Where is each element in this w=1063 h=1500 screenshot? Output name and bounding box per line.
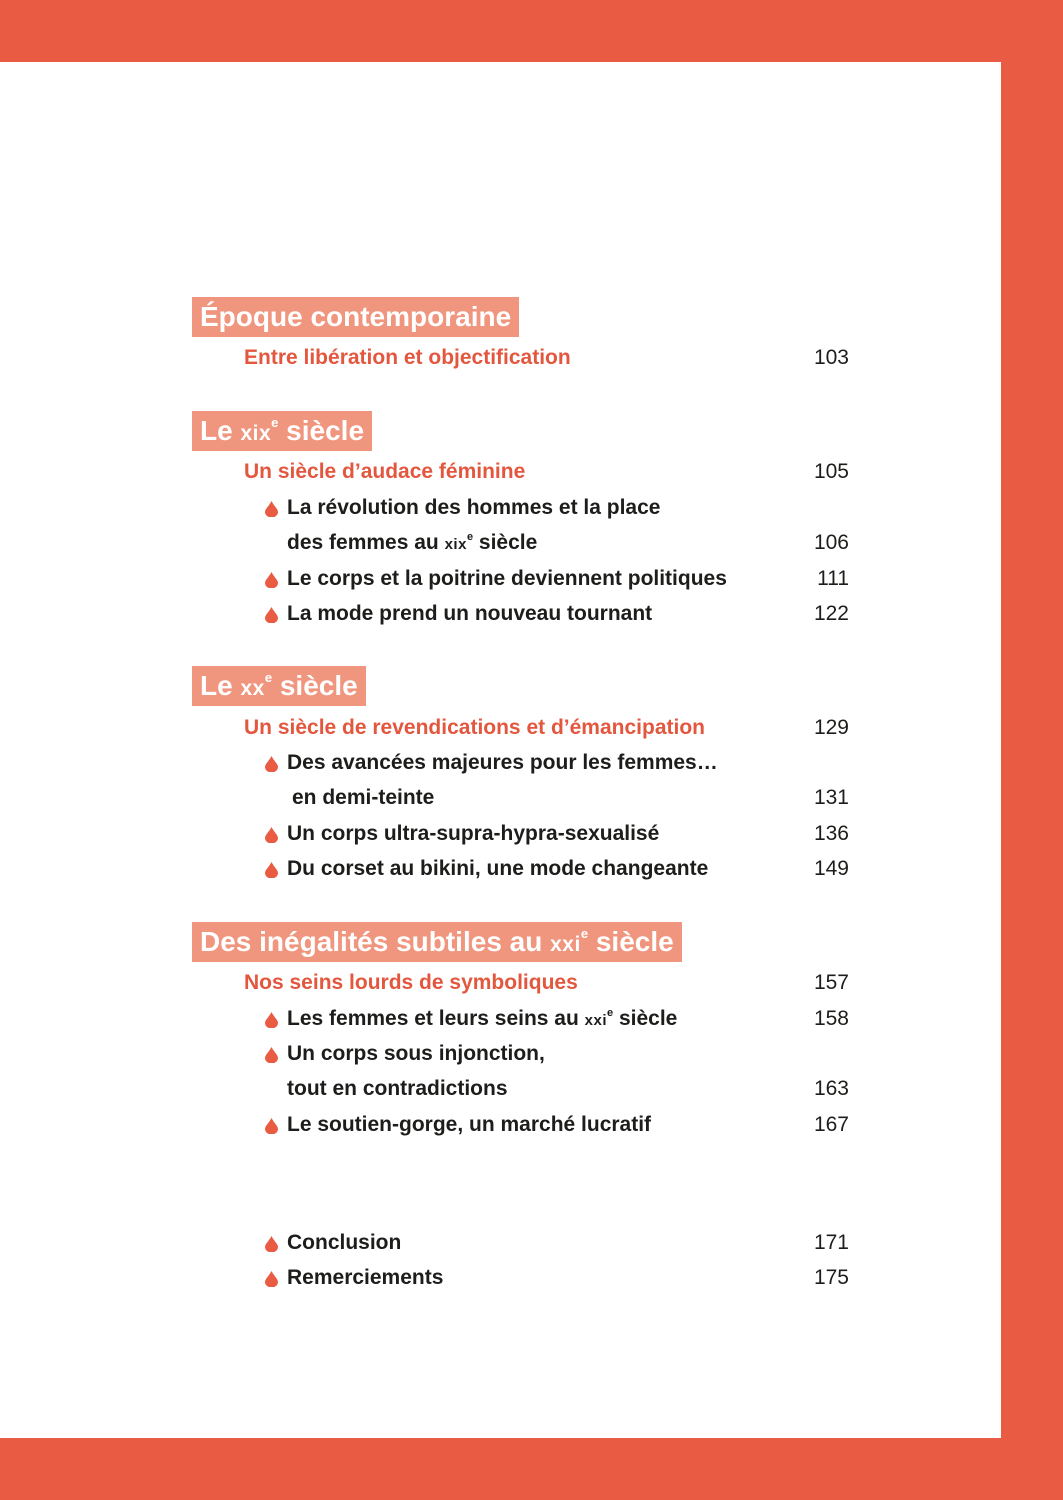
- toc-item-row[interactable]: [0, 493, 1001, 523]
- page-number: 149: [813, 857, 849, 880]
- toc-subtitle: Nos seins lourds de symboliques: [244, 971, 578, 994]
- page-number: 122: [813, 602, 849, 625]
- toc-item-label: Du corset au bikini, une mode changeante: [287, 857, 709, 880]
- drop-bullet-icon: [265, 1047, 278, 1063]
- toc-item-label: Les femmes et leurs seins au xxi$^e$ siècle: [287, 1007, 678, 1030]
- toc-item-label: Des avancées majeures pour les femmes…: [287, 751, 718, 774]
- page-number: 171: [813, 1231, 849, 1254]
- toc-item-label: en demi-teinte: [292, 786, 435, 809]
- section-heading-contemporary: Époque contemporaine: [192, 297, 519, 337]
- drop-bullet-icon: [265, 1236, 278, 1252]
- section-heading-20th-century: Le $xx^e$ siècle: [192, 666, 366, 706]
- page-number: 111: [817, 567, 849, 590]
- toc-item-row-acknowledgements[interactable]: [0, 1263, 1001, 1293]
- drop-bullet-icon: [265, 827, 278, 843]
- drop-bullet-icon: [265, 607, 278, 623]
- toc-item-label: Le soutien-gorge, un marché lucratif: [287, 1113, 652, 1136]
- toc-item-row-continued[interactable]: [0, 1074, 1001, 1104]
- page-number: 129: [813, 716, 849, 739]
- toc-subtitle-row[interactable]: [0, 343, 1001, 373]
- toc-subtitle-row[interactable]: [0, 713, 1001, 743]
- drop-bullet-icon: [265, 1271, 278, 1287]
- drop-bullet-icon: [265, 501, 278, 517]
- toc-item-label: des femmes au xix$^e$ siècle: [287, 531, 538, 554]
- drop-bullet-icon: [265, 756, 278, 772]
- toc-subtitle-row[interactable]: [0, 457, 1001, 487]
- page-number: 163: [813, 1077, 849, 1100]
- toc-item-row[interactable]: [0, 854, 1001, 884]
- page-number: 157: [813, 971, 849, 994]
- toc-item-row[interactable]: [0, 1110, 1001, 1140]
- toc-item-row[interactable]: [0, 564, 1001, 594]
- page-number: 136: [813, 822, 849, 845]
- toc-item-label: tout en contradictions: [287, 1077, 508, 1100]
- drop-bullet-icon: [265, 1012, 278, 1028]
- page-number: 131: [813, 786, 849, 809]
- page-number: 103: [813, 346, 849, 369]
- toc-item-row[interactable]: [0, 599, 1001, 629]
- toc-item-row[interactable]: [0, 819, 1001, 849]
- page-number: 167: [813, 1113, 849, 1136]
- toc-subtitle-row[interactable]: [0, 968, 1001, 998]
- toc-subtitle: Entre libération et objectification: [244, 346, 571, 369]
- toc-item-label: Un corps sous injonction,: [287, 1042, 545, 1065]
- toc-item-label: La mode prend un nouveau tournant: [287, 602, 653, 625]
- toc-item-row-continued[interactable]: [0, 783, 1001, 813]
- toc-item-label: La révolution des hommes et la place: [287, 496, 661, 519]
- toc-item-row[interactable]: [0, 748, 1001, 778]
- page-number: 105: [813, 460, 849, 483]
- toc-subtitle: Un siècle de revendications et d’émancipation: [244, 716, 705, 739]
- toc-item-label: Remerciements: [287, 1266, 444, 1289]
- page-number: 175: [813, 1266, 849, 1289]
- toc-subtitle: Un siècle d’audace féminine: [244, 460, 526, 483]
- toc-item-label: Conclusion: [287, 1231, 402, 1254]
- page-number: 158: [813, 1007, 849, 1030]
- drop-bullet-icon: [265, 1118, 278, 1134]
- toc-item-row[interactable]: [0, 1039, 1001, 1069]
- toc-item-row-continued[interactable]: [0, 528, 1001, 558]
- page-number: 106: [813, 531, 849, 554]
- toc-item-label: Un corps ultra-supra-hypra-sexualisé: [287, 822, 660, 845]
- drop-bullet-icon: [265, 572, 278, 588]
- section-heading-21st-century: Des inégalités subtiles au xxi$^e$ siècle: [192, 922, 682, 962]
- toc-item-label: Le corps et la poitrine deviennent politiques: [287, 567, 727, 590]
- section-heading-19th-century: Le xix$^e$ siècle: [192, 411, 372, 451]
- toc-item-row-conclusion[interactable]: [0, 1228, 1001, 1258]
- toc-item-row[interactable]: [0, 1004, 1001, 1034]
- drop-bullet-icon: [265, 862, 278, 878]
